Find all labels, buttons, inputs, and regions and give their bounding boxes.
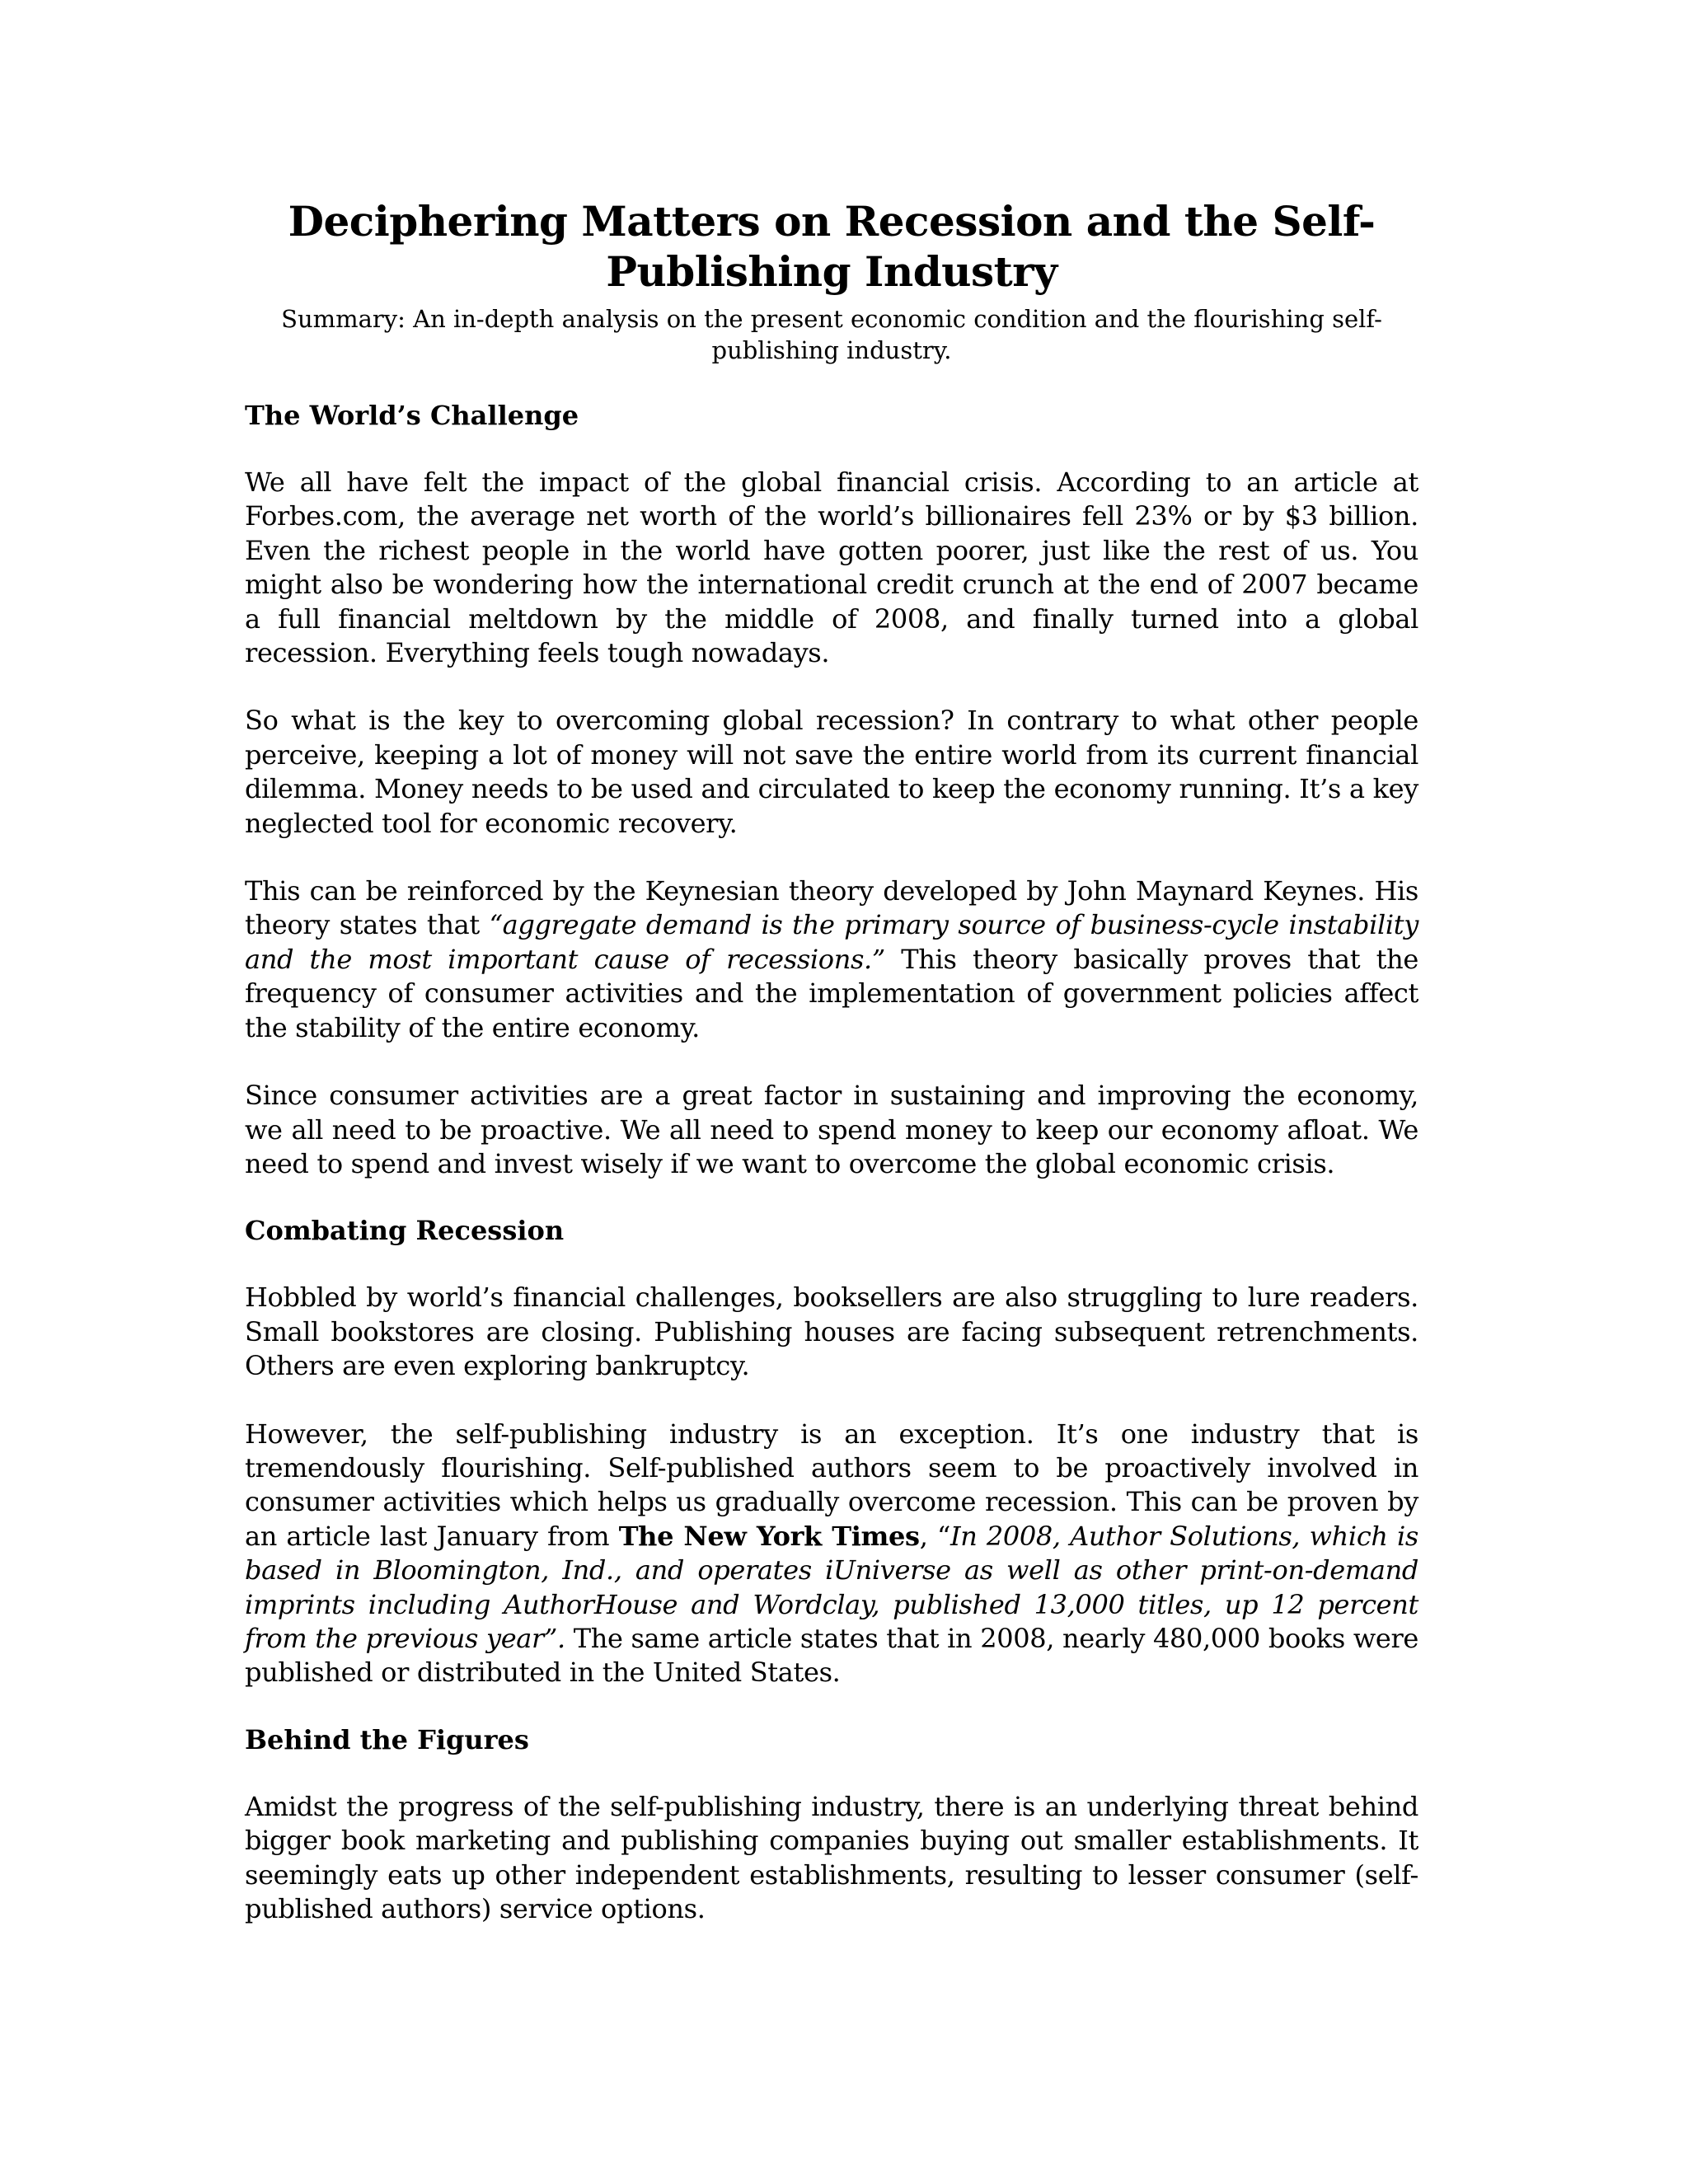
document-summary: Summary: An in-depth analysis on the present economic condition and the flourishing self-publishing industry. bbox=[281, 305, 1382, 364]
paragraph: Since consumer activities are a great factor in sustaining and improving the economy, we all need to be proactive. We all need to spend money to keep our economy afloat. We need to spend and invest wisely if we want to overcome the global economic crisis. bbox=[245, 1080, 1418, 1179]
section-worlds-challenge bbox=[245, 399, 1418, 1181]
paragraph-text: This can be reinforced by the Keynesian theory developed by John Maynard Keynes. His theory states that bbox=[245, 875, 1418, 941]
paragraph bbox=[245, 874, 1418, 1045]
paragraph-text: This theory basically proves that the frequency of consumer activities and the implementation of government policies affect the stability of the entire economy. bbox=[245, 943, 1418, 1043]
keynes-quote: “aggregate demand is the primary source of business-cycle instability and the most important cause of recessions.” bbox=[245, 909, 1418, 975]
nyt-quote: In 2008, Author Solutions, which is based in Bloomington, Ind., and operates iUniverse as well as other print-on-demand imprints including AuthorHouse and Wordclay, published 13,000 titles, up 12 percent from the previous year”. bbox=[245, 1520, 1418, 1654]
section-behind-the-figures bbox=[245, 1723, 1418, 1927]
document-title: Deciphering Matters on Recession and the Self-Publishing Industry bbox=[288, 197, 1376, 296]
section-heading: Combating Recession bbox=[245, 1215, 565, 1247]
section-heading: Behind the Figures bbox=[245, 1723, 529, 1755]
paragraph: We all have felt the impact of the global financial crisis. According to an article at Forbes.com, the average net worth of the world’s billionaires fell 23% or by $3 billion. Even the richest people in the world have gotten poorer, just like the rest of us. You might also be wondering how the international credit crunch at the end of 2007 became a full financial meltdown by the middle of 2008, and finally turned into a global recession. Everything feels tough nowadays. bbox=[245, 466, 1418, 669]
source-name: The New York Times bbox=[618, 1520, 920, 1552]
paragraph: Hobbled by world’s financial challenges, booksellers are also struggling to lure readers. Small bookstores are closing. Publishing houses are facing subsequent retrenchments. Others are even exploring bankruptcy. bbox=[245, 1282, 1418, 1382]
section-combating-recession bbox=[245, 1214, 1418, 1690]
paragraph: Amidst the progress of the self-publishing industry, there is an underlying threat behind bigger book marketing and publishing companies buying out smaller establishments. It seemingly eats up other independent establishments, resulting to lesser consumer (self-published authors) service options. bbox=[245, 1790, 1418, 1924]
paragraph-text: However, the self-publishing industry is an exception. It’s one industry that is tremendously flourishing. Self-published authors seem to be proactively involved in consumer activities which helps us gradually overcome recession. This can be proven by an article last January from bbox=[245, 1418, 1418, 1552]
paragraph bbox=[245, 1418, 1418, 1690]
paragraph-text: , “ bbox=[919, 1520, 950, 1552]
section-heading: The World’s Challenge bbox=[245, 400, 579, 431]
paragraph: So what is the key to overcoming global recession? In contrary to what other people perceive, keeping a lot of money will not save the entire world from its current financial dilemma. Money needs to be used and circulated to keep the economy running. It’s a key neglected tool for economic recovery. bbox=[245, 705, 1418, 839]
paragraph-text: The same article states that in 2008, nearly 480,000 books were published or distributed in the United States. bbox=[245, 1622, 1418, 1689]
